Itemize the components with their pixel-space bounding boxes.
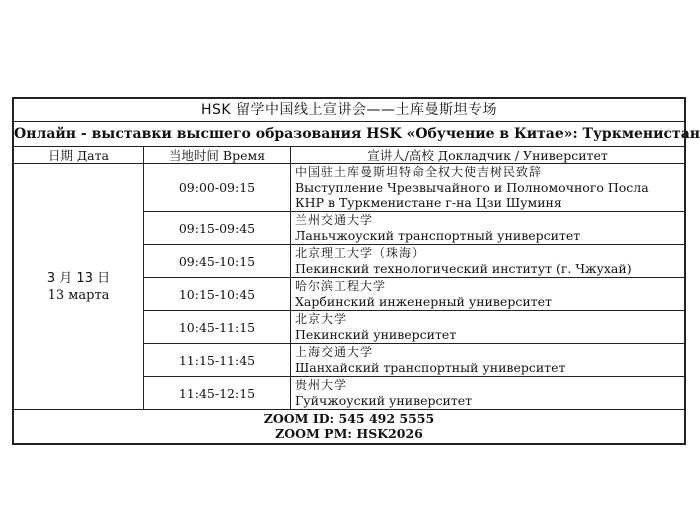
slot-speaker [291, 164, 684, 211]
table-row [144, 245, 684, 278]
speaker-chinese: 兰州交通大学 [295, 213, 374, 227]
date-russian: 13 марта [47, 287, 110, 303]
table-row [144, 311, 684, 344]
table-row [144, 278, 684, 311]
slot-speaker [291, 278, 684, 310]
speaker-russian: Харбинский инженерный университет [295, 294, 552, 309]
slot-speaker [291, 212, 684, 244]
title-chinese: HSK 留学中国线上宣讲会——土库曼斯坦专场 [14, 99, 684, 122]
speaker-chinese: 北京理工大学（珠海） [295, 246, 426, 260]
speaker-chinese: 北京大学 [295, 312, 348, 326]
speaker-chinese: 中国驻土库曼斯坦特命全权大使吉树民致辞 [295, 165, 543, 179]
title-russian: Онлайн - выставки высшего образования HSK «Обучение в Китае»: Туркменистан [14, 122, 684, 147]
slot-time: 09:15-09:45 [144, 212, 291, 244]
speaker-russian: Ланьчжоуский транспортный университет [295, 228, 581, 243]
zoom-info [14, 410, 684, 443]
slot-speaker [291, 344, 684, 376]
speaker-chinese: 上海交通大学 [295, 345, 374, 359]
slot-time: 10:45-11:15 [144, 311, 291, 343]
speaker-russian: Пекинский университет [295, 327, 457, 342]
slot-speaker [291, 377, 684, 409]
slot-time: 09:00-09:15 [144, 164, 291, 211]
header-date: 日期 Дата [14, 147, 144, 163]
speaker-russian: КНР в Туркменистане г-на Цзи Шуминя [295, 195, 562, 210]
slot-time: 09:45-10:15 [144, 245, 291, 277]
header-speaker: 宣讲人/高校 Докладчик / Университет [367, 148, 608, 163]
speaker-russian: Шанхайский транспортный университет [295, 360, 566, 375]
speaker-chinese: 贵州大学 [295, 378, 348, 392]
speaker-russian: Пекинский технологический институт (г. Чжухай) [295, 261, 632, 276]
schedule-document [12, 97, 700, 445]
table-row [144, 344, 684, 377]
speaker-russian: Гуйчжоуский университет [295, 393, 473, 408]
date-chinese: 3 月 13 日 [46, 270, 111, 286]
slot-speaker [291, 311, 684, 343]
zoom-password: ZOOM PM: HSK2026 [275, 426, 423, 441]
zoom-id: ZOOM ID: 545 492 5555 [263, 411, 435, 426]
slot-time: 10:15-10:45 [144, 278, 291, 310]
table-row [144, 212, 684, 245]
speaker-russian: Выступление Чрезвычайного и Полномочного Посла [295, 180, 649, 195]
date-cell [14, 164, 144, 409]
slot-speaker [291, 245, 684, 277]
time-slots [144, 164, 684, 409]
slot-time: 11:45-12:15 [144, 377, 291, 409]
table-row [144, 377, 684, 409]
slot-time: 11:15-11:45 [144, 344, 291, 376]
table-header [14, 147, 684, 164]
schedule-body [14, 164, 684, 410]
table-row [144, 164, 684, 212]
header-time: 当地时间 Время [144, 147, 291, 163]
speaker-chinese: 哈尔滨工程大学 [295, 279, 387, 293]
